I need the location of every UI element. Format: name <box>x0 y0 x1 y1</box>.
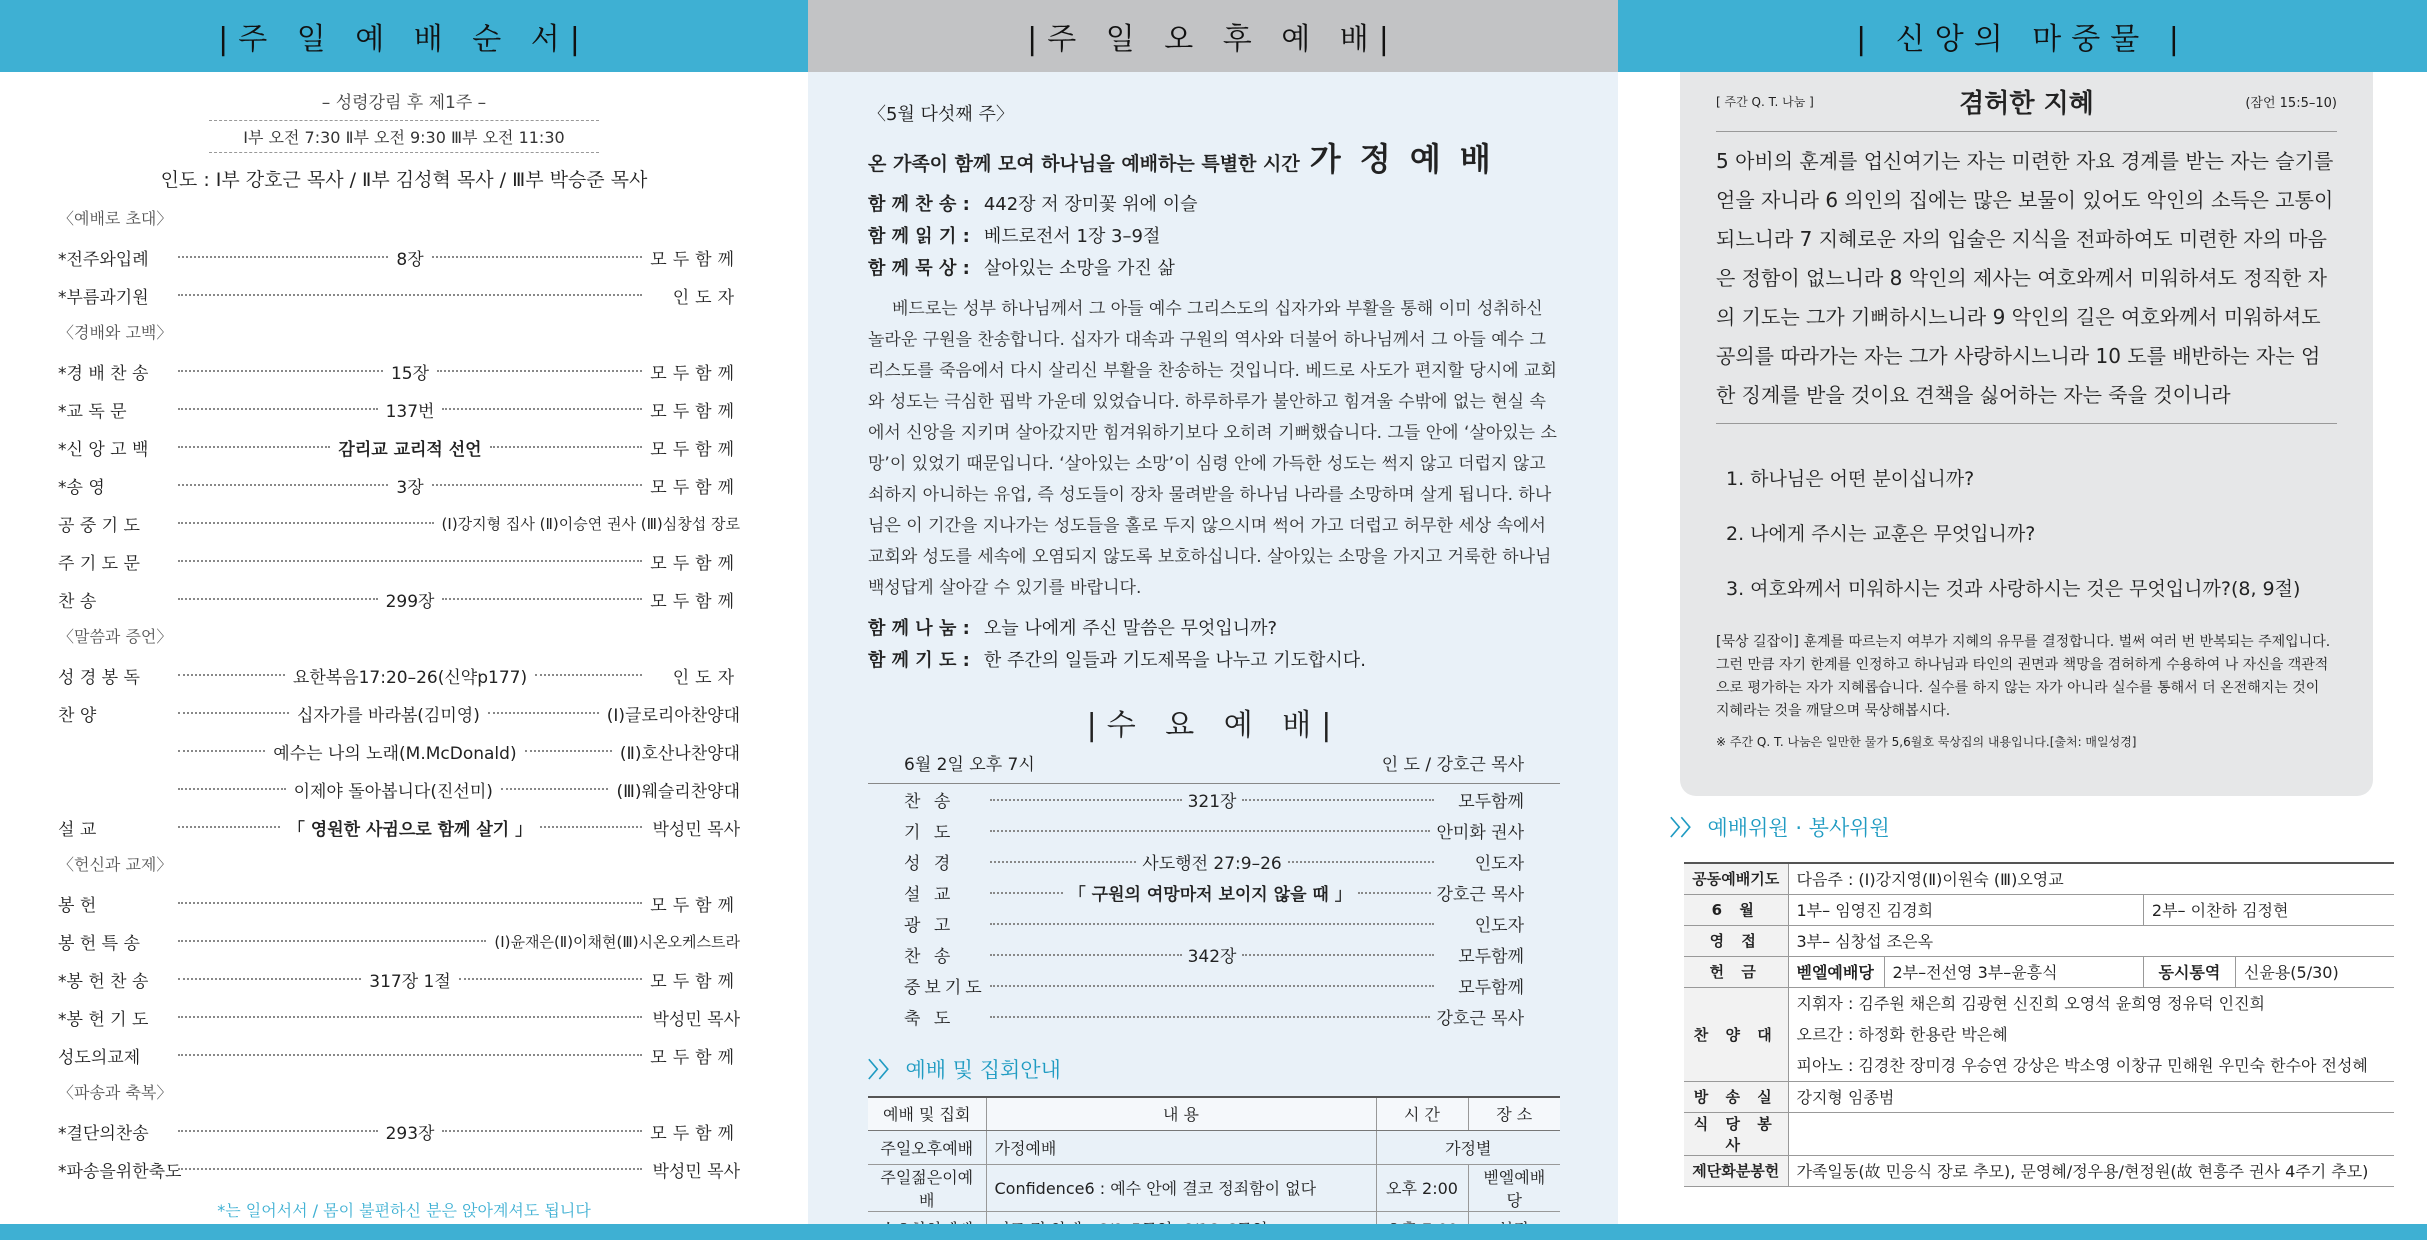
dot-leader <box>432 484 642 486</box>
staff-row-header: 헌 금 <box>1684 956 1788 987</box>
dot-leader <box>488 712 599 714</box>
order-performer: 모두함께 <box>650 591 740 612</box>
choir-conductors: 지휘자 : 김주원 채은희 김광현 신진희 오영석 윤희영 정유덕 인진희 <box>1796 993 2265 1013</box>
faith-primer-header: | 신앙의 마중물 | <box>1618 0 2427 72</box>
wednesday-value: 「 구원의 여망마저 보이지 않을 때 」 <box>1068 885 1352 905</box>
order-label: *교 독 문 <box>58 401 127 422</box>
wednesday-leader-line <box>984 849 1440 874</box>
guide-header-place: 장 소 <box>1468 1097 1560 1130</box>
order-leader-line <box>170 815 650 840</box>
guide-cell-name: 주일오후예배 <box>868 1130 986 1164</box>
qt-question: 3. 여호와께서 미워하시는 것과 사랑하시는 것은 무엇입니까?(8, 9절) <box>1726 578 2301 600</box>
table-row <box>868 1130 1560 1164</box>
guide-cell-content: Confidence6 : 예수 안에 결코 정죄함이 없다 <box>986 1164 1376 1211</box>
wednesday-label: 설 교 <box>904 885 955 905</box>
choir-organ: 오르간 : 하정화 한용란 박은혜 <box>1796 1024 2008 1044</box>
order-label: 봉 헌 <box>58 895 97 916</box>
staff-row-header: 식 당 봉 사 <box>1684 1112 1788 1155</box>
order-row <box>0 922 808 960</box>
order-performer: (Ⅰ)글로리아찬양대 <box>606 705 740 726</box>
wednesday-leader-line <box>984 880 1436 905</box>
dot-leader <box>1242 799 1434 801</box>
wednesday-leader-line <box>984 1016 1436 1018</box>
wednesday-label: 기 도 <box>904 823 955 843</box>
order-leader-line <box>170 473 650 498</box>
wednesday-value: 321장 <box>1187 792 1237 812</box>
wednesday-label: 중보기도 <box>904 978 986 998</box>
dot-leader <box>990 861 1136 863</box>
dot-leader <box>178 826 280 828</box>
dot-leader <box>990 1016 1430 1018</box>
order-value: 137번 <box>385 401 435 422</box>
order-label: 봉 헌 특 송 <box>58 933 140 954</box>
staff-cell: 1부– 임영진 김경희 <box>1788 894 2143 925</box>
staff-table <box>1684 862 2394 1187</box>
pray-label: 함 께 기 도 : <box>868 650 970 671</box>
qt-tag: [ 주간 Q. T. 나눔 ] <box>1716 95 1814 109</box>
order-performer: 모두함께 <box>650 249 740 270</box>
qt-question: 1. 하나님은 어떤 분이십니까? <box>1726 468 1975 490</box>
dot-leader <box>178 256 388 258</box>
order-performer: 모두함께 <box>650 363 740 384</box>
order-row <box>0 732 808 770</box>
dot-leader <box>990 985 1434 987</box>
order-row <box>0 542 808 580</box>
order-leader-line <box>170 294 650 296</box>
order-leader-line <box>170 1016 650 1018</box>
dot-leader <box>1242 954 1434 956</box>
dot-leader <box>990 830 1430 832</box>
wednesday-performer: 모두함께 <box>1458 947 1524 967</box>
order-leader-line <box>170 739 620 764</box>
order-leader-line <box>170 967 650 992</box>
share-line <box>868 614 1560 640</box>
headline-text: 온 가족이 함께 모여 하나님을 예배하는 특별한 시간 <box>868 153 1300 175</box>
dot-leader <box>178 1168 642 1170</box>
dot-leader <box>442 598 642 600</box>
guide-header-content: 내 용 <box>986 1097 1376 1130</box>
meditation-label: 함 께 묵 상 : <box>868 258 970 279</box>
order-performer: 모두함께 <box>650 553 740 574</box>
order-value: 317장 1절 <box>369 971 451 992</box>
order-performer: 모두함께 <box>650 401 740 422</box>
order-performer: 박성민 목사 <box>652 819 740 840</box>
order-section-title: 〈말씀과 증언〉 <box>58 627 173 646</box>
order-label: 찬 송 <box>58 591 97 612</box>
order-value: 3장 <box>396 477 424 498</box>
order-label: *파송을위한축도 <box>58 1161 182 1182</box>
table-row <box>1684 1081 2394 1112</box>
guide-header-time: 시 간 <box>1376 1097 1468 1130</box>
family-worship-headline <box>868 134 1560 180</box>
staff-cell: 3부– 심창섭 조은옥 <box>1788 925 2394 956</box>
dot-leader <box>540 826 642 828</box>
dot-leader <box>437 370 642 372</box>
pray-line <box>868 646 1560 672</box>
order-label: *봉 헌 기 도 <box>58 1009 149 1030</box>
guide-table <box>868 1096 1560 1240</box>
order-row <box>0 656 808 694</box>
order-leader-line <box>170 1119 650 1144</box>
staff-cell: 2부–전선영 3부–윤흥식 <box>1884 956 2143 987</box>
wednesday-leader: 인 도 / 강호근 목사 <box>1381 755 1524 775</box>
staff-section-title <box>1670 812 1890 842</box>
staff-row-header: 6 월 <box>1684 894 1788 925</box>
order-performer: (Ⅰ)강지형 집사 (Ⅱ)이승연 권사 (Ⅲ)심창섭 장로 <box>441 514 740 533</box>
staff-cell: 2부– 이찬하 김정현 <box>2143 894 2394 925</box>
order-row <box>0 1036 808 1074</box>
order-row <box>0 466 808 504</box>
wednesday-label: 찬 송 <box>904 947 955 967</box>
wednesday-performer: 안미화 권사 <box>1436 823 1524 843</box>
table-row <box>1684 925 2394 956</box>
table-row <box>1684 863 2394 894</box>
staff-row-header: 방 송 실 <box>1684 1081 1788 1112</box>
dot-leader <box>178 674 285 676</box>
sermon-body: 베드로는 성부 하나님께서 그 아들 예수 그리스도의 십자가와 부활을 통해 이미 성취하신 놀라운 구원을 찬송합니다. 십자가 대속과 구원의 역사와 더불어 하나님께서 그 아들 예수 그리스도를 죽음에서 다시 살리신 부활을 찬송하는 것입니다. 베드로 사도가 편지할 당시에 교회와 성도는 극심한 핍박 가운데 있었습니다. 하루하루가 불안하고 힘겨울 수밖에 없는 현실 속에서 신앙을 지키며 살아갔지만 힘겨워하기보다 오히려 기뻐했습니다. 그들 안에 ‘살아있는 소망’이 있었기 때문입니다. ‘살아있는 소망’이 심령 안에 가득한 성도는 썩지 않고 더럽지 않고 쇠하지 아니하는 유업, 즉 성도들이 장차 물려받을 하나님 나라를 소망하며 살게 됩니다. 하나님은 이 기간을 지나가는 성도들을 홀로 두지 않으시며 썩어 가고 더럽고 허무한 세상 속에서 교회와 성도를 세속에 오염되지 않도록 보호하십니다. 살아있는 소망을 가지고 거룩한 하나님 백성답게 살아갈 수 있기를 바랍니다. <box>868 299 1557 598</box>
order-row <box>0 808 808 846</box>
reading-value: 베드로전서 1장 3–9절 <box>983 226 1161 247</box>
staff-cell: 가족일동(故 민응식 장로 추모), 문영혜/정우용/현정원(故 현흥주 권사 4주기 추모) <box>1788 1155 2394 1186</box>
wednesday-performer: 강호근 목사 <box>1436 885 1524 905</box>
wednesday-label: 찬 송 <box>904 792 955 812</box>
dot-leader <box>178 902 642 904</box>
order-value: 이제야 돌아봅니다(진선미) <box>293 781 493 802</box>
order-leader-line <box>170 701 607 726</box>
order-leader-line <box>170 560 650 562</box>
order-performer: 박성민 목사 <box>652 1161 740 1182</box>
guide-cell-name: 주일젊은이예배 <box>868 1164 986 1211</box>
hymn-label: 함 께 찬 송 : <box>868 194 970 215</box>
wednesday-value: 342장 <box>1187 947 1237 967</box>
order-value: 293장 <box>385 1123 435 1144</box>
order-label: *전주와입례 <box>58 249 149 270</box>
order-value: 299장 <box>385 591 435 612</box>
guide-cell-content: 가정예배 <box>986 1130 1376 1164</box>
sunday-order-header: |주 일 예 배 순 서| <box>0 0 808 72</box>
qt-meditation-guide: [묵상 길잡이] 훈계를 따르는지 여부가 지혜의 유무를 결정합니다. 벌써 여러 번 반복되는 주제입니다. 그런 만큼 자기 한계를 인정하고 하나님과 타인의 권면과 책망을 겸허하게 수용하여 나 자신을 객관적으로 평가하는 자가 지혜롭습니다. 실수를 하지 않는 자가 아니라 실수를 통해서 더 온전해지는 것이 지혜라는 것을 깨달으며 묵상해봅시다. <box>1716 634 2331 719</box>
order-label: 성도의교제 <box>58 1047 141 1068</box>
dot-leader <box>178 560 642 562</box>
wednesday-date: 6월 2일 오후 7시 <box>904 755 1035 775</box>
reading-line <box>868 222 1560 248</box>
order-list <box>0 200 808 1188</box>
faith-primer-column <box>1618 0 2427 1240</box>
dot-leader <box>178 370 383 372</box>
qt-footnote: ※ 주간 Q. T. 나눔은 일만한 물가 5,6월호 묵상집의 내용입니다.[출처: 매일성경] <box>1716 735 2137 749</box>
dot-leader <box>990 954 1182 956</box>
afternoon-service-column <box>808 0 1618 1240</box>
dot-leader <box>178 712 289 714</box>
double-chevron-icon: 〉〉 <box>1670 816 1702 840</box>
table-row <box>1684 956 2394 987</box>
dot-leader <box>525 750 612 752</box>
order-value: 십자가를 바라봄(김미영) <box>296 705 480 726</box>
table-row <box>1684 894 2394 925</box>
wednesday-performer: 강호근 목사 <box>1436 1009 1524 1029</box>
order-row <box>0 998 808 1036</box>
afternoon-service-header: |주 일 오 후 예 배| <box>808 0 1618 72</box>
wednesday-row <box>868 877 1560 908</box>
order-label: *신 앙 고 백 <box>58 439 149 460</box>
wednesday-performer: 인도자 <box>1474 916 1524 936</box>
order-label: 설 교 <box>58 819 97 840</box>
wednesday-row <box>868 908 1560 939</box>
table-row <box>1684 1112 2394 1155</box>
order-value: 「 영원한 사귐으로 함께 살기 」 <box>287 819 533 840</box>
order-label: *부름과기원 <box>58 287 149 308</box>
staff-row-header: 영 접 <box>1684 925 1788 956</box>
order-leader-line <box>170 587 650 612</box>
dot-leader <box>178 446 330 448</box>
wednesday-performer: 인도자 <box>1474 854 1524 874</box>
wednesday-leader-line <box>984 985 1440 987</box>
order-value: 15장 <box>390 363 430 384</box>
order-label: *봉 헌 찬 송 <box>58 971 149 992</box>
staff-cell: 다음주 : (Ⅰ)강지영(Ⅱ)이원숙 (Ⅲ)오영교 <box>1788 863 2394 894</box>
wednesday-row <box>868 846 1560 877</box>
order-section-title: 〈경배와 고백〉 <box>58 323 173 342</box>
order-performer: 박성민 목사 <box>652 1009 740 1030</box>
dot-leader <box>178 1054 642 1056</box>
dot-leader <box>178 294 642 296</box>
dot-leader <box>442 408 642 410</box>
qt-question: 2. 나에게 주시는 교훈은 무엇입니까? <box>1726 523 2036 545</box>
wednesday-row <box>868 970 1560 1001</box>
wednesday-performer: 모두함께 <box>1458 792 1524 812</box>
order-leader-line <box>170 663 650 688</box>
wednesday-row <box>868 1001 1560 1032</box>
guide-cell-place: 가정별 <box>1376 1130 1560 1164</box>
wednesday-order-list <box>868 784 1560 1032</box>
double-chevron-icon: 〉〉 <box>868 1058 900 1082</box>
dot-leader <box>178 788 286 790</box>
order-performer: 모두함께 <box>650 895 740 916</box>
order-label: 성 경 봉 독 <box>58 667 140 688</box>
qt-box <box>1680 72 2373 796</box>
order-performer: 모두함께 <box>650 971 740 992</box>
dot-leader <box>535 674 642 676</box>
dot-leader <box>178 522 434 524</box>
hymn-value: 442장 저 장미꽃 위에 이슬 <box>983 194 1198 215</box>
order-leader-line <box>170 902 650 904</box>
order-value: 예수는 나의 노래(M.McDonald) <box>273 743 517 764</box>
order-leader-line <box>170 359 650 384</box>
order-value: 요한복음17:20–26(신약p177) <box>292 667 528 688</box>
wednesday-label: 성 경 <box>904 854 955 874</box>
order-row <box>0 1150 808 1188</box>
dot-leader <box>990 923 1434 925</box>
wednesday-leader-line <box>984 942 1440 967</box>
order-leader-line <box>170 940 494 942</box>
wednesday-info <box>868 750 1560 784</box>
order-performer: (Ⅰ)윤재은(Ⅱ)이채현(Ⅲ)시온오케스트라 <box>494 932 740 951</box>
wednesday-service-title: |수 요 예 배| <box>1086 708 1342 743</box>
order-label: 공 중 기 도 <box>58 515 140 536</box>
meditation-value: 살아있는 소망을 가진 삶 <box>983 258 1175 279</box>
staff-cell: 벧엘예배당 <box>1788 956 1884 987</box>
order-section-title: 〈예배로 초대〉 <box>58 209 173 228</box>
order-label: *송 영 <box>58 477 105 498</box>
order-label: 찬 양 <box>58 705 97 726</box>
qt-reference: (잠언 15:5–10) <box>2245 96 2337 111</box>
order-value: 8장 <box>396 249 424 270</box>
qt-scripture: 5 아비의 훈계를 업신여기는 자는 미련한 자요 경계를 받는 자는 슬기를 얻을 자니라 6 의인의 집에는 많은 보물이 있어도 악인의 소득은 고통이 되느니라 7 지혜로운 자의 입술은 지식을 전파하여도 미련한 자의 마음은 정함이 없느니라 8 악인의 제사는 여호와께서 미워하셔도 정직한 자의 기도는 그가 기뻐하시느니라 9 악인의 길은 여호와께서 미워하셔도 공의를 따라가는 자는 그가 사랑하시느니라 10 도를 배반하는 자는 엄한 징계를 받을 것이요 견책을 싫어하는 자는 죽을 것이니라 <box>1716 142 2337 424</box>
wednesday-label: 축 도 <box>904 1009 955 1029</box>
order-label: *경 배 찬 송 <box>58 363 149 384</box>
meditation-line <box>868 254 1560 280</box>
staff-cell <box>1788 1112 2394 1155</box>
order-performer: 인도자 <box>672 287 740 308</box>
order-label: *결단의찬송 <box>58 1123 149 1144</box>
dot-leader <box>432 256 642 258</box>
dot-leader <box>490 446 642 448</box>
bottom-bar <box>1618 1224 2427 1240</box>
dot-leader <box>178 750 265 752</box>
order-row <box>0 580 808 618</box>
wednesday-leader-line <box>984 787 1440 812</box>
staff-cell: 동시통역 <box>2143 956 2235 987</box>
service-leaders: 인도 : Ⅰ부 강호근 목사 / Ⅱ부 김성혁 목사 / Ⅲ부 박승준 목사 <box>160 169 648 191</box>
guide-section-title <box>868 1054 1560 1084</box>
dot-leader <box>990 799 1182 801</box>
order-row <box>0 884 808 922</box>
choir-cell <box>1788 987 2394 1081</box>
order-row <box>0 428 808 466</box>
table-row <box>1684 987 2394 1081</box>
order-section-title: 〈파송과 축복〉 <box>58 1083 173 1102</box>
order-performer: 인도자 <box>672 667 740 688</box>
order-performer: (Ⅲ)웨슬리찬양대 <box>616 781 740 802</box>
wednesday-row <box>868 815 1560 846</box>
guide-header-name: 예배 및 집회 <box>868 1097 986 1130</box>
headline-big: 가 정 예 배 <box>1309 140 1495 178</box>
qt-title: 겸허한 지혜 <box>1959 89 2094 119</box>
order-row <box>0 960 808 998</box>
wednesday-leader-line <box>984 923 1440 925</box>
order-performer: 모두함께 <box>650 439 740 460</box>
dot-leader <box>178 1130 378 1132</box>
guide-title-text: 예배 및 집회안내 <box>905 1058 1061 1082</box>
order-performer: 모두함께 <box>650 1047 740 1068</box>
standing-note: *는 일어서서 / 몸이 불편하신 분은 앉아계셔도 됩니다 <box>217 1201 591 1220</box>
order-value: 감리교 교리적 선언 <box>338 439 482 460</box>
week-label: 〈5월 다섯째 주〉 <box>868 104 1014 125</box>
guide-cell-place: 벧엘예배당 <box>1468 1164 1560 1211</box>
sunday-order-subtitle: – 성령강림 후 제1주 – <box>321 93 487 113</box>
staff-row-header: 제단화분봉헌 <box>1684 1155 1788 1186</box>
dot-leader <box>990 892 1063 894</box>
table-row <box>1684 1155 2394 1186</box>
staff-cell: 신윤용(5/30) <box>2235 956 2394 987</box>
dot-leader <box>178 484 388 486</box>
order-performer: (Ⅱ)호산나찬양대 <box>619 743 740 764</box>
pray-value: 한 주간의 일들과 기도제목을 나누고 기도합시다. <box>983 650 1366 671</box>
share-label: 함 께 나 눔 : <box>868 618 970 639</box>
staff-title-text: 예배위원 · 봉사위원 <box>1707 816 1890 840</box>
order-row <box>0 390 808 428</box>
wednesday-row <box>868 784 1560 815</box>
staff-row-header: 찬 양 대 <box>1684 987 1788 1081</box>
staff-cell: 강지형 임종범 <box>1788 1081 2394 1112</box>
dot-leader <box>178 1016 642 1018</box>
dot-leader <box>178 940 486 942</box>
qt-title-bar <box>1716 72 2337 132</box>
order-leader-line <box>170 435 650 460</box>
bottom-bar <box>0 1224 808 1240</box>
hymn-line <box>868 190 1560 216</box>
dot-leader <box>442 1130 642 1132</box>
order-row <box>0 504 808 542</box>
dot-leader <box>178 978 361 980</box>
choir-piano: 피아노 : 김경찬 장미경 우승연 강상은 박소영 이창규 민해원 우민숙 한수아 전성혜 <box>1796 1055 2368 1075</box>
reading-label: 함 께 읽 기 : <box>868 226 970 247</box>
order-row <box>0 694 808 732</box>
dot-leader <box>501 788 609 790</box>
wednesday-leader-line <box>984 830 1436 832</box>
order-leader-line <box>170 522 442 524</box>
order-performer: 모두함께 <box>650 1123 740 1144</box>
order-performer: 모두함께 <box>650 477 740 498</box>
order-leader-line <box>170 245 650 270</box>
dot-leader <box>178 408 378 410</box>
order-row <box>0 770 808 808</box>
staff-row-header: 공동예배기도 <box>1684 863 1788 894</box>
dot-leader <box>459 978 642 980</box>
wednesday-row <box>868 939 1560 970</box>
order-leader-line <box>170 1168 650 1170</box>
dot-leader <box>1358 892 1431 894</box>
wednesday-label: 광 고 <box>904 916 955 936</box>
order-row <box>0 238 808 276</box>
order-label: 주 기 도 문 <box>58 553 140 574</box>
bottom-bar <box>808 1224 1618 1240</box>
guide-cell-time: 오후 2:00 <box>1376 1164 1468 1211</box>
order-leader-line <box>170 1054 650 1056</box>
order-leader-line <box>170 397 650 422</box>
service-times: Ⅰ부 오전 7:30 Ⅱ부 오전 9:30 Ⅲ부 오전 11:30 <box>209 120 599 153</box>
order-section-title: 〈헌신과 교제〉 <box>58 855 173 874</box>
order-leader-line <box>170 777 616 802</box>
dot-leader <box>178 598 378 600</box>
order-row <box>0 1112 808 1150</box>
order-row <box>0 352 808 390</box>
wednesday-performer: 모두함께 <box>1458 978 1524 998</box>
table-row <box>868 1164 1560 1211</box>
order-row <box>0 276 808 314</box>
dot-leader <box>1288 861 1434 863</box>
sunday-order-column <box>0 0 808 1240</box>
wednesday-value: 사도행전 27:9–26 <box>1142 854 1282 874</box>
share-value: 오늘 나에게 주신 말씀은 무엇입니까? <box>983 618 1278 639</box>
